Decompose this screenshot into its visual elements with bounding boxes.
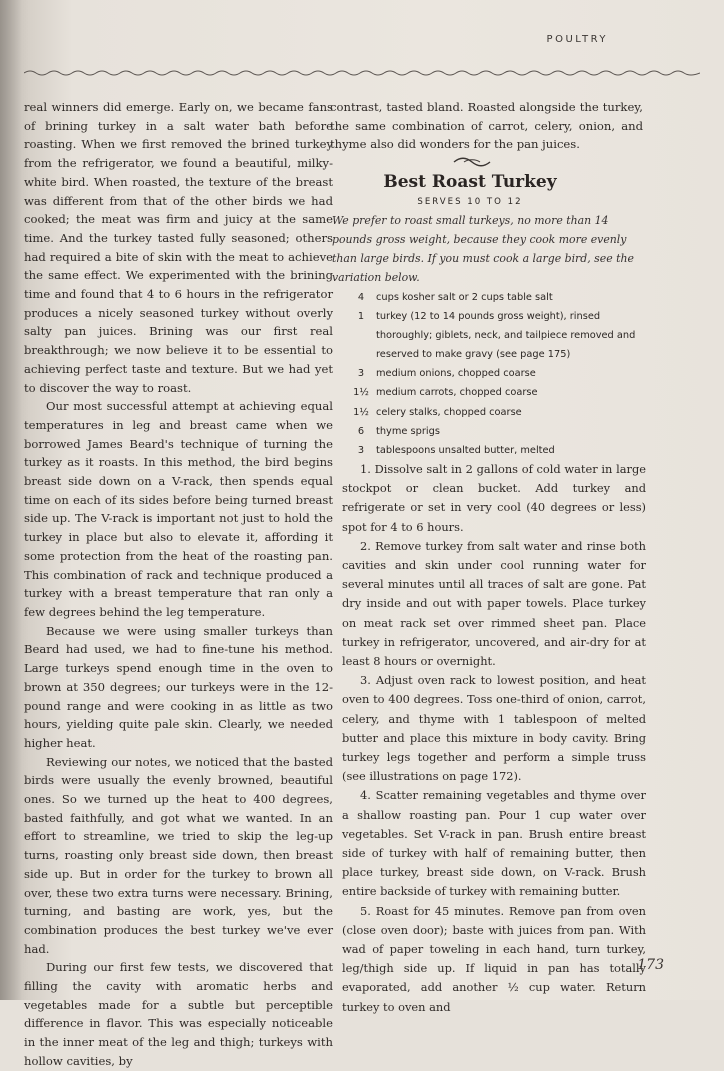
right-column-intro: [330, 98, 643, 154]
recipe-step: 4. Scatter remaining vegetables and thyme over a shallow roasting pan. Pour 1 cup water over vegetables. Set V-rack in pan. Brush entire breast side of turkey with half of remaining butter, then place turkey, breast side down, on V-rack. Brush entire backside of turkey with remaining butter.: [342, 788, 646, 899]
wavy-rule: [24, 66, 700, 80]
ingredient-quantity: 4: [357, 292, 365, 303]
ingredient-item: [346, 441, 646, 460]
body-paragraph: real winners did emerge. Early on, we became fans of brining turkey in a salt water bath before roasting. When we first removed the brined turkey from the refrigerator, we found a beautiful, milky-white bird. When roasted, the texture of the breast was different from that of the other birds we had cooked; the meat was firm and juicy at the same time. And the turkey tasted fully seasoned; others had required a bite of skin with the meat to achieve the same effect. We experimented with the brining time and found that 4 to 6 hours in the refrigerator produces a nicely seasoned turkey without overly salty pan juices. Brining was our first real breakthrough; we now believe it to be essential to achieving perfect taste and texture. But we had yet to discover the way to roast.: [24, 100, 333, 395]
ingredient-quantity: 1½: [353, 406, 369, 418]
ingredient-item: [346, 307, 646, 364]
ingredient-list: [346, 288, 646, 460]
ingredient-item: [346, 403, 646, 422]
body-paragraph: During our first few tests, we discovered that filling the cavity with aromatic herbs and vegetables made for a subtle but perceptible difference in flavor. This was especially noticeable in the inner meat of the leg and thigh; turkeys with hollow cavities, by: [24, 960, 333, 1068]
recipe-step: 3. Adjust oven rack to lowest position, and heat oven to 400 degrees. Toss one-third of onion, carrot, celery, and thyme with 1 tablespoon of melted butter and place this mixture in body cavity. Bring turkey legs together and perform a simple truss (see illustrations on page 172).: [342, 673, 646, 784]
ingredient-text: medium onions, chopped coarse: [376, 368, 536, 380]
ingredient-quantity: 6: [357, 425, 365, 437]
page-number: 173: [637, 957, 664, 973]
body-paragraph: Because we were using smaller turkeys than Beard had used, we had to fine-tune his method. Large turkeys spend enough time in the oven to brown at 350 degrees; our turkeys were in the 12-pound range and were cooking in as little as two hours, yielding quite pale skin. Clearly, we needed higher heat.: [24, 623, 333, 750]
recipe-step: 2. Remove turkey from salt water and rinse both cavities and skin under cool running water for several minutes until all traces of salt are gone. Pat dry inside and out with paper towels. Place turkey on meat rack set over rimmed sheet pan. Place turkey in refrigerator, uncovered, and air-dry for at least 8 hours or overnight.: [342, 538, 646, 669]
left-column: [24, 98, 333, 1071]
recipe-serves: SERVES 10 TO 12: [417, 197, 523, 207]
ingredient-text: celery stalks, chopped coarse: [376, 406, 522, 418]
recipe-step: 5. Roast for 45 minutes. Remove pan from oven (close oven door); baste with juices from pan. With wad of paper toweling in each hand, turn turkey, leg/thigh side up. If liquid in pan has totally evaporated, add another ½ cup water. Return turkey to oven and: [342, 903, 646, 1014]
recipe-headnote: We prefer to roast small turkeys, no more than 14 pounds gross weight, because they cook more evenly than large birds. If you must cook a large bird, see the variation below.: [332, 214, 634, 284]
ingredient-text: thyme sprigs: [376, 425, 440, 437]
body-paragraph: Our most successful attempt at achieving equal temperatures in leg and breast came when we borrowed James Beard's technique of turning the turkey as it roasts. In this method, the bird begins breast side down on a V-rack, then spends equal time on each of its sides before being turned breast side up. The V-rack is important not just to hold the turkey in place but also to elevate it, affording it some protection from the heat of the roasting pan. This combination of rack and technique produced a turkey with a breast temperature that ran only a few degrees behind the leg temperature.: [24, 399, 333, 619]
running-head: POULTRY: [546, 34, 608, 45]
body-paragraph: Reviewing our notes, we noticed that the basted birds were usually the evenly browned, beautiful ones. So we turned up the heat to 400 degrees, basted faithfully, and got what we wanted. In an effort to streamline, we tried to skip the leg-up turns, roasting only breast side down, then breast side up. But in order for the turkey to brown all over, these two extra turns were necessary. Brining, turning, and basting are work, yes, but the combination produces the best turkey we've ever had.: [24, 754, 333, 956]
ingredient-text: cups kosher salt or 2 cups table salt: [376, 292, 553, 303]
ingredient-item: [346, 288, 646, 307]
ingredient-item: [346, 422, 646, 441]
flourish-ornament: [452, 156, 492, 168]
recipe-title: Best Roast Turkey: [383, 172, 557, 192]
recipe-step: 1. Dissolve salt in 2 gallons of cold water in large stockpot or clean bucket. Add turkey and refrigerate or set in very cool (40 degrees or less) spot for 4 to 6 hours.: [342, 462, 646, 534]
ingredient-quantity: 3: [357, 444, 365, 456]
gutter-shadow: [0, 0, 22, 1000]
ingredient-text: tablespoons unsalted butter, melted: [376, 444, 555, 456]
ingredient-item: [346, 383, 646, 402]
ingredient-text: medium carrots, chopped coarse: [376, 387, 538, 399]
ingredient-quantity: 1½: [353, 387, 369, 399]
ingredient-text: turkey (12 to 14 pounds gross weight), rinsed thoroughly; giblets, neck, and tailpiece removed and reserved to make gravy (see page 175): [376, 311, 636, 361]
ingredient-quantity: 1: [357, 311, 365, 323]
body-paragraph: contrast, tasted bland. Roasted alongside the turkey, the same combination of carrot, celery, onion, and thyme also did wonders for the pan juices.: [330, 100, 643, 152]
ingredient-item: [346, 364, 646, 383]
recipe-steps: [342, 460, 646, 1017]
ingredient-quantity: 3: [357, 368, 365, 380]
